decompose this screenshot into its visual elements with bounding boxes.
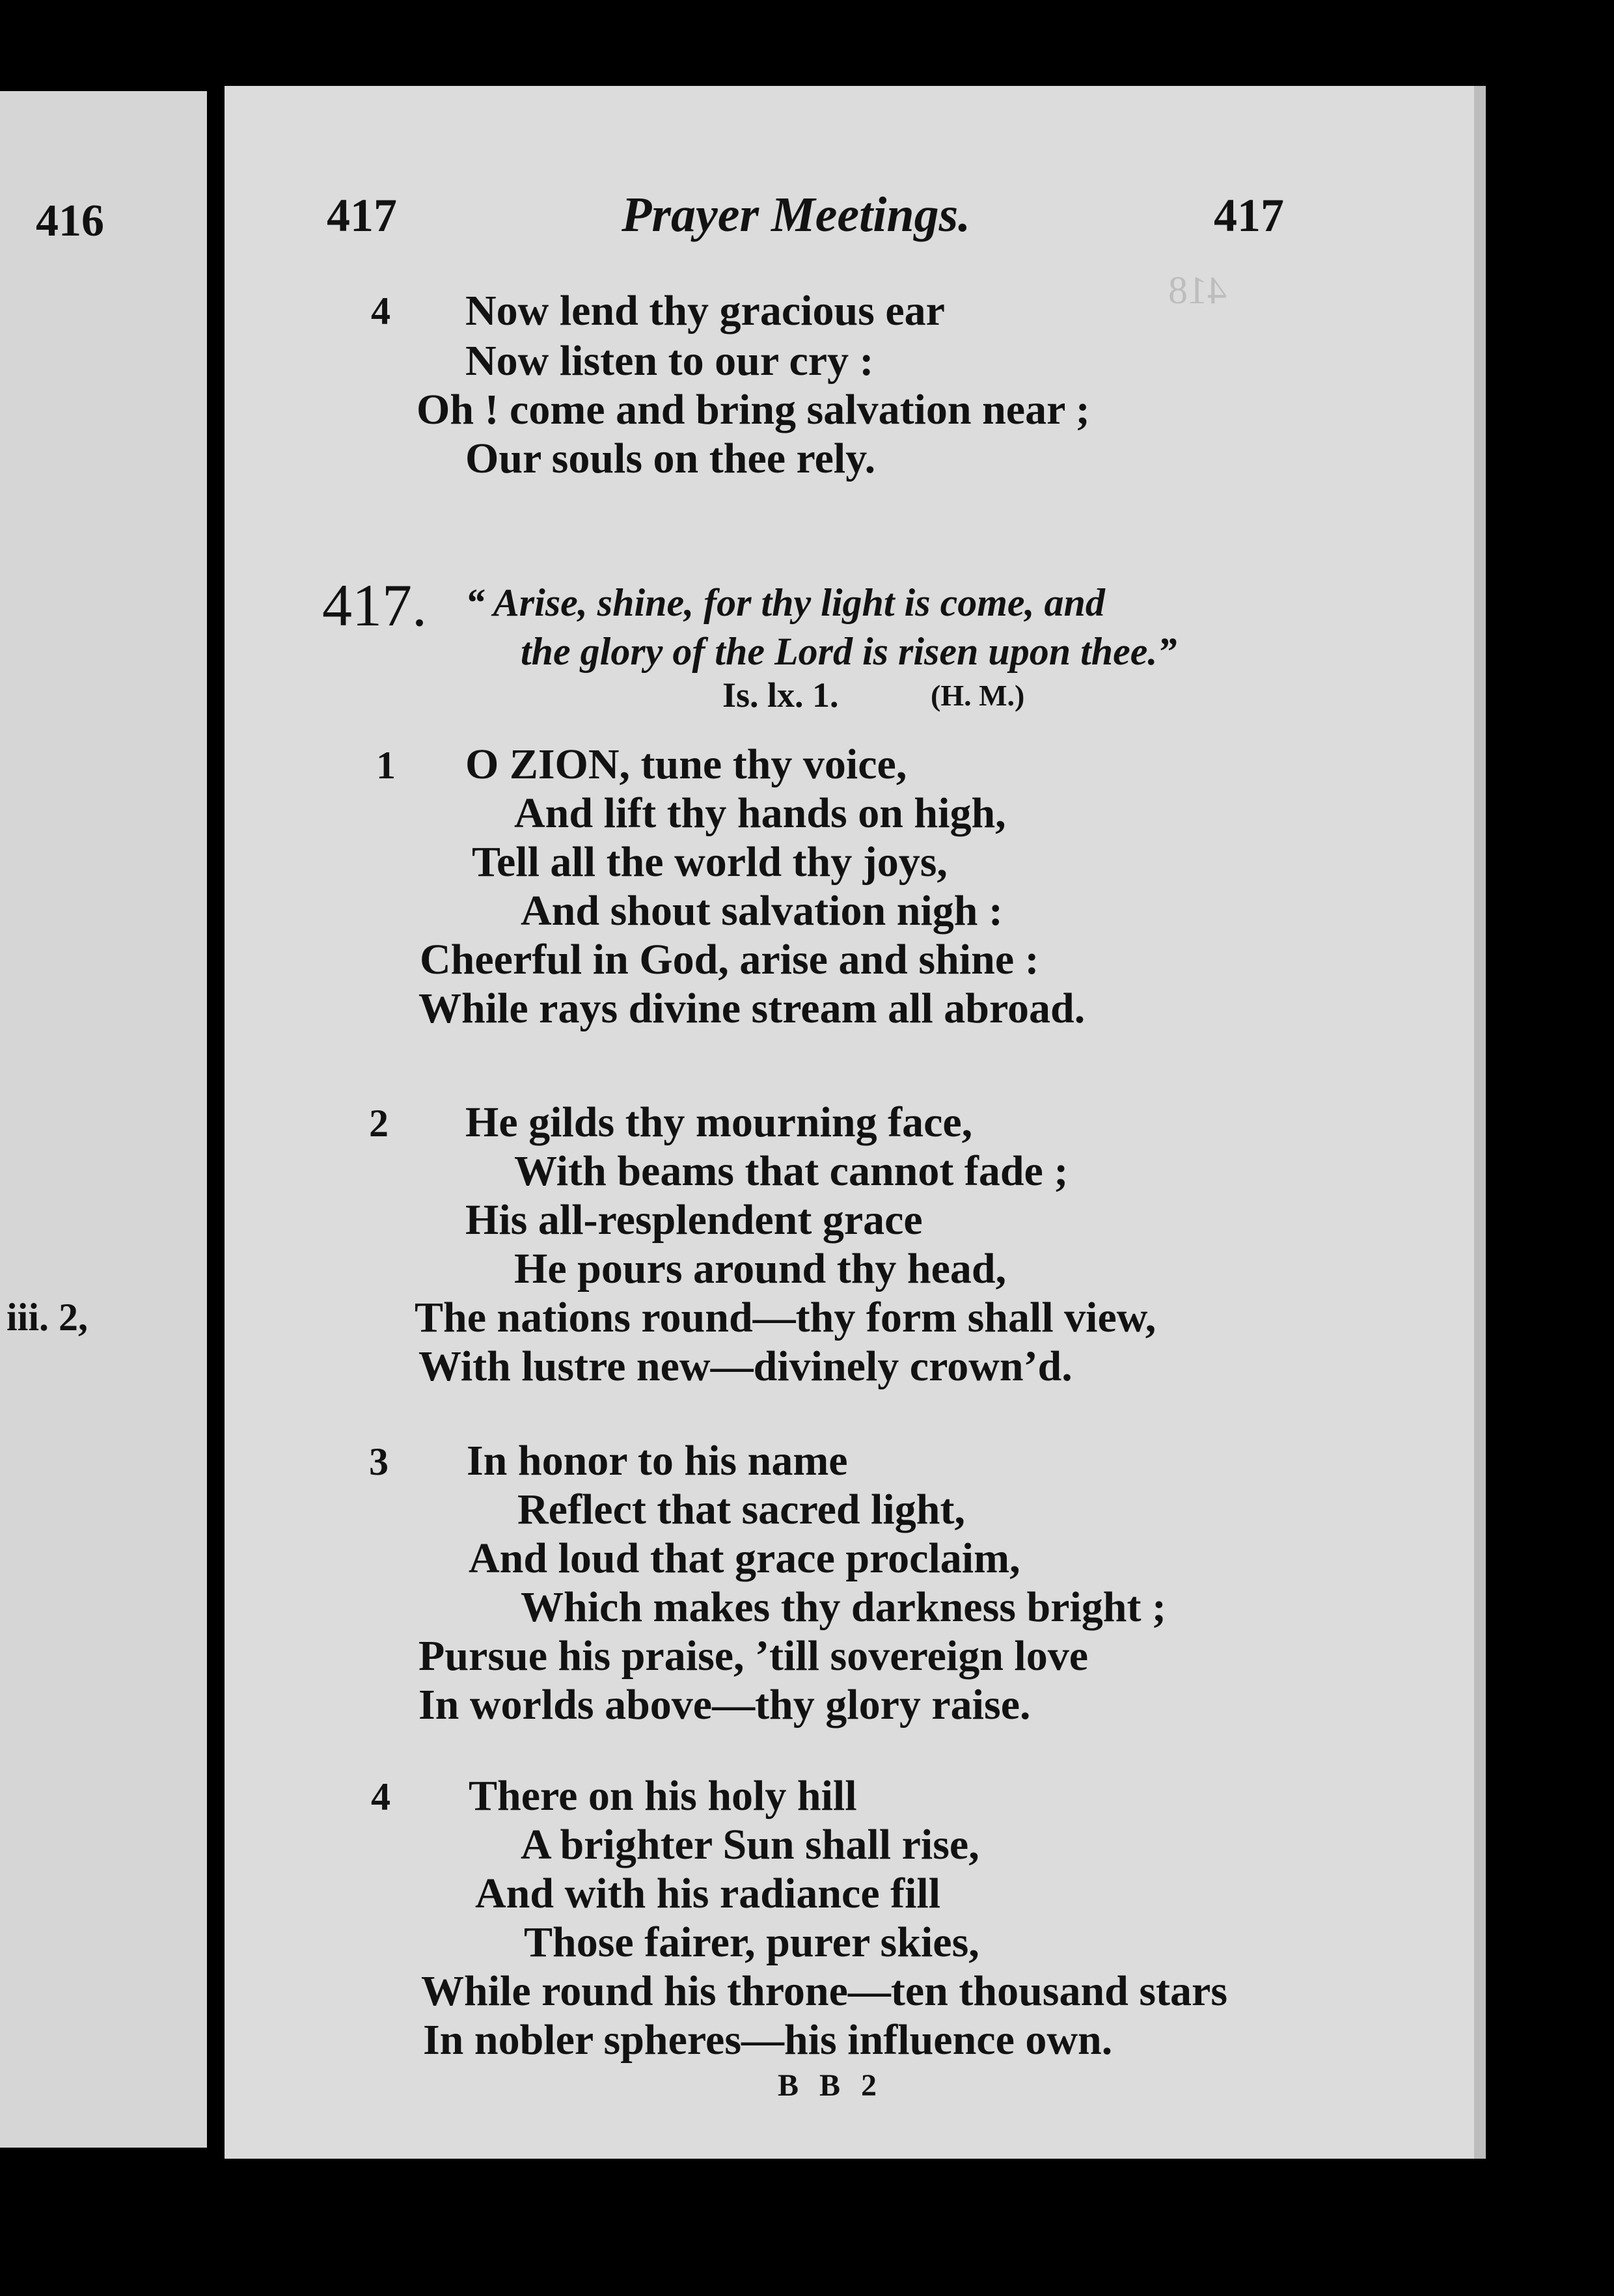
- stanza-number: 2: [369, 1102, 389, 1145]
- stanza-number: 1: [376, 744, 396, 787]
- verse-line: In worlds above—thy glory raise.: [418, 1681, 1031, 1729]
- verse-line: Cheerful in God, arise and shine :: [420, 936, 1039, 983]
- verse-line: Tell all the world thy joys,: [472, 838, 948, 886]
- hymn-number: 417.: [322, 572, 427, 638]
- show-through: 418: [1168, 269, 1227, 312]
- verse-line: Our souls on thee rely.: [465, 435, 876, 482]
- page-number-right: 417: [1214, 189, 1284, 241]
- verse-line: He gilds thy mourning face,: [465, 1099, 973, 1146]
- verse-line: Now lend thy gracious ear: [465, 287, 945, 335]
- facing-page-margin-reference: iii. 2,: [7, 1296, 89, 1339]
- hymn-epigraph-line-2: the glory of the Lord is risen upon thee.”: [521, 630, 1177, 673]
- verse-line: In honor to his name: [467, 1437, 848, 1484]
- book-page: [225, 86, 1486, 2159]
- verse-line: Which makes thy darkness bright ;: [521, 1583, 1166, 1631]
- verse-line: He pours around thy head,: [514, 1245, 1007, 1292]
- verse-line: Those fairer, purer skies,: [524, 1919, 979, 1966]
- verse-line: Now listen to our cry :: [465, 337, 874, 385]
- scripture-reference: Is. lx. 1.: [722, 676, 839, 715]
- verse-line: And shout salvation nigh :: [521, 887, 1003, 935]
- verse-line: A brighter Sun shall rise,: [521, 1821, 979, 1868]
- hymn-meter: (H. M.): [931, 679, 1025, 712]
- stanza-number: 4: [371, 290, 390, 333]
- verse-line: Pursue his praise, ’till sovereign love: [418, 1632, 1089, 1680]
- verse-line: And lift thy hands on high,: [514, 789, 1006, 837]
- verse-line: There on his holy hill: [469, 1772, 857, 1820]
- verse-line: In nobler spheres—his influence own.: [423, 2016, 1113, 2064]
- verse-line: Oh ! come and bring salvation near ;: [417, 386, 1090, 433]
- verse-line: His all-resplendent grace: [465, 1196, 923, 1244]
- facing-page-number: 416: [36, 196, 104, 246]
- verse-line: Reflect that sacred light,: [517, 1486, 965, 1533]
- verse-line: While round his throne—ten thousand stars: [421, 1967, 1228, 2015]
- verse-line: With beams that cannot fade ;: [514, 1147, 1069, 1195]
- printer-signature: B B 2: [778, 2068, 884, 2103]
- stanza-number: 3: [369, 1440, 389, 1483]
- hymn-epigraph-line-1: “ Arise, shine, for thy light is come, and: [465, 581, 1105, 624]
- verse-line: O ZION, tune thy voice,: [465, 741, 907, 788]
- verse-line: While rays divine stream all abroad.: [418, 985, 1086, 1032]
- verse-line: And with his radiance fill: [475, 1870, 941, 1917]
- page-number-left: 417: [327, 189, 397, 241]
- facing-page: [0, 91, 207, 2148]
- verse-line: With lustre new—divinely crown’d.: [418, 1343, 1073, 1390]
- verse-line: And loud that grace proclaim,: [469, 1535, 1020, 1582]
- running-title: Prayer Meetings.: [622, 187, 971, 242]
- stanza-number: 4: [371, 1775, 390, 1818]
- verse-line: The nations round—thy form shall view,: [415, 1294, 1156, 1341]
